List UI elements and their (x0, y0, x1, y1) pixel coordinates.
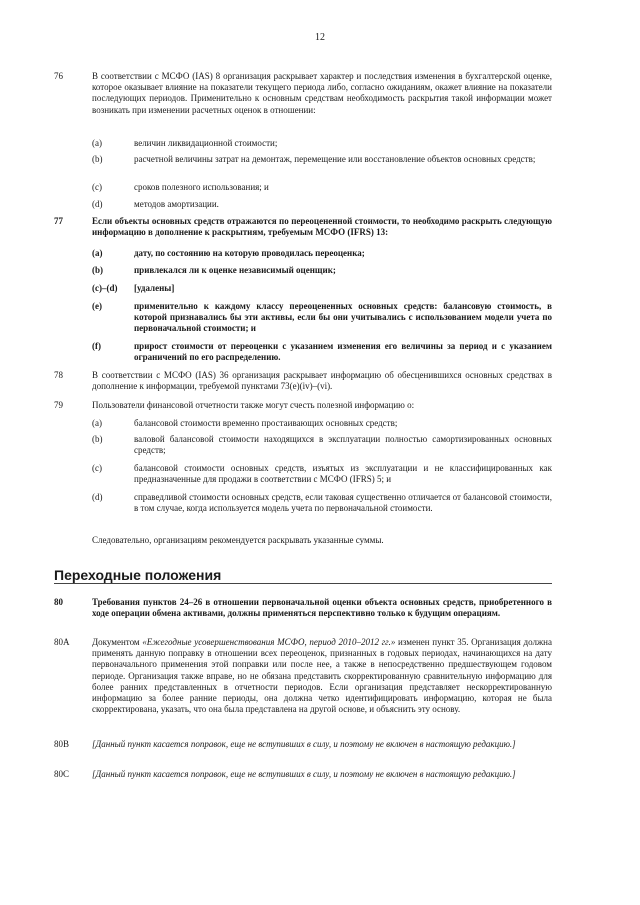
list-item-text: величин ликвидационной стоимости; (134, 138, 278, 148)
paragraph-number: 80B (54, 739, 70, 749)
list-item-letter: (f) (92, 341, 101, 351)
list-item-text: балансовой стоимости временно простаивающих основных средств; (134, 418, 398, 428)
list-item-letter: (c)–(d) (92, 283, 118, 293)
list-item-text: справедливой стоимости основных средств, если таковая существенно отличается от балансовой стоимости, в том случае, когда используется модель учета по первоначальной стоимости. (134, 492, 552, 514)
list-item-letter: (a) (92, 418, 102, 428)
list-item-letter: (b) (92, 434, 103, 444)
list-item-text: расчетной величины затрат на демонтаж, перемещение или восстановление объектов основных средств; (134, 154, 536, 164)
list-item-text: применительно к каждому классу переоцененных основных средств: балансовую стоимость, в которой признавались бы эти активы, если бы они учитывались с использованием модели учета по первоначальной стоимости; и (134, 301, 552, 334)
paragraph-text (92, 637, 552, 715)
paragraph-text-rest: изменен пункт 35. Организация должна применять данную поправку в отношении всех переоценок, признанных в годовых периодах, начинающихся на дату первоначального применения этой поправки или после нее, а также в непосредственно предшествующем годовом периоде. Организация также вправе, но не обязана представить скорректированную сравнительную информацию для более ранних представленных в отчетности периодов. Если организация представляет нескорректированную информацию за более ранние периоды, она должна четко идентифицировать информацию, которая не была скорректирована, указать, что она была представлена на другой основе, и объяснить эту основу. (92, 637, 552, 715)
list-item-letter: (a) (92, 138, 102, 148)
paragraph-text: Следовательно, организациям рекомендуется раскрывать указанные суммы. (92, 535, 384, 545)
list-item-letter: (a) (92, 248, 103, 258)
paragraph-number: 78 (54, 370, 63, 380)
heading-rule (54, 583, 552, 584)
list-item-letter: (d) (92, 492, 103, 502)
list-item-letter: (b) (92, 154, 103, 164)
paragraph-number: 79 (54, 400, 63, 410)
paragraph-text: [Данный пункт касается поправок, еще не вступивших в силу, и поэтому не включен в настоящую редакцию.] (92, 769, 516, 779)
paragraph-number: 80A (54, 637, 70, 647)
list-item-text: прирост стоимости от переоценки с указанием изменения его величины за период и с указанием ограничений по его распределению. (134, 341, 552, 363)
paragraph-text: Требования пунктов 24–26 в отношении первоначальной оценки объекта основных средств, приобретенного в ходе операции обмена активами, должны применяться перспективно только к будущим операциям. (92, 597, 552, 619)
list-item-text: [удалены] (134, 283, 175, 293)
page-number: 12 (315, 32, 325, 43)
paragraph-text: Пользователи финансовой отчетности также могут счесть полезной информацию о: (92, 400, 415, 410)
paragraph-number: 76 (54, 71, 63, 81)
list-item-text: валовой балансовой стоимости находящихся в эксплуатации полностью самортизированных основных средств; (134, 434, 552, 456)
list-item-text: сроков полезного использования; и (134, 182, 269, 192)
list-item-letter: (c) (92, 182, 102, 192)
section-heading: Переходные положения (54, 567, 222, 583)
paragraph-text: [Данный пункт касается поправок, еще не вступивших в силу, и поэтому не включен в настоящую редакцию.] (92, 739, 516, 749)
document-title: «Ежегодные усовершенствования МСФО, период 2010–2012 гг.» (142, 637, 396, 647)
paragraph-text: В соответствии с МСФО (IAS) 8 организация раскрывает характер и последствия изменения в бухгалтерской оценке, которое оказывает влияние на показатели текущего периода либо, согласно ожиданиям, окажет влияние на показатели последующих периодов. Применительно к основным средствам необходимость раскрытия такой информации может возникать при изменении расчетных оценок в отношении: (92, 71, 552, 115)
list-item-letter: (d) (92, 199, 103, 209)
list-item-letter: (c) (92, 463, 102, 473)
list-item-text: балансовой стоимости основных средств, изъятых из эксплуатации и не классифицированных как предназначенные для продажи в соответствии с МСФО (IFRS) 5; и (134, 463, 552, 485)
list-item-text: привлекался ли к оценке независимый оценщик; (134, 265, 336, 275)
paragraph-text: В соответствии с МСФО (IAS) 36 организация раскрывает информацию об обесценившихся основных средствах в дополнение к информации, требуемой пунктами 73(e)(iv)–(vi). (92, 370, 552, 392)
list-item-text: дату, по состоянию на которую проводилась переоценка; (134, 248, 365, 258)
paragraph-number: 77 (54, 216, 63, 226)
paragraph-number: 80 (54, 597, 63, 607)
paragraph-text-prefix: Документом (92, 637, 143, 647)
paragraph-number: 80C (54, 769, 70, 779)
list-item-letter: (e) (92, 301, 102, 311)
paragraph-text: Если объекты основных средств отражаются по переоцененной стоимости, то необходимо раскрыть следующую информацию в дополнение к раскрытиям, требуемым МСФО (IFRS) 13: (92, 216, 552, 238)
list-item-letter: (b) (92, 265, 103, 275)
list-item-text: методов амортизации. (134, 199, 219, 209)
